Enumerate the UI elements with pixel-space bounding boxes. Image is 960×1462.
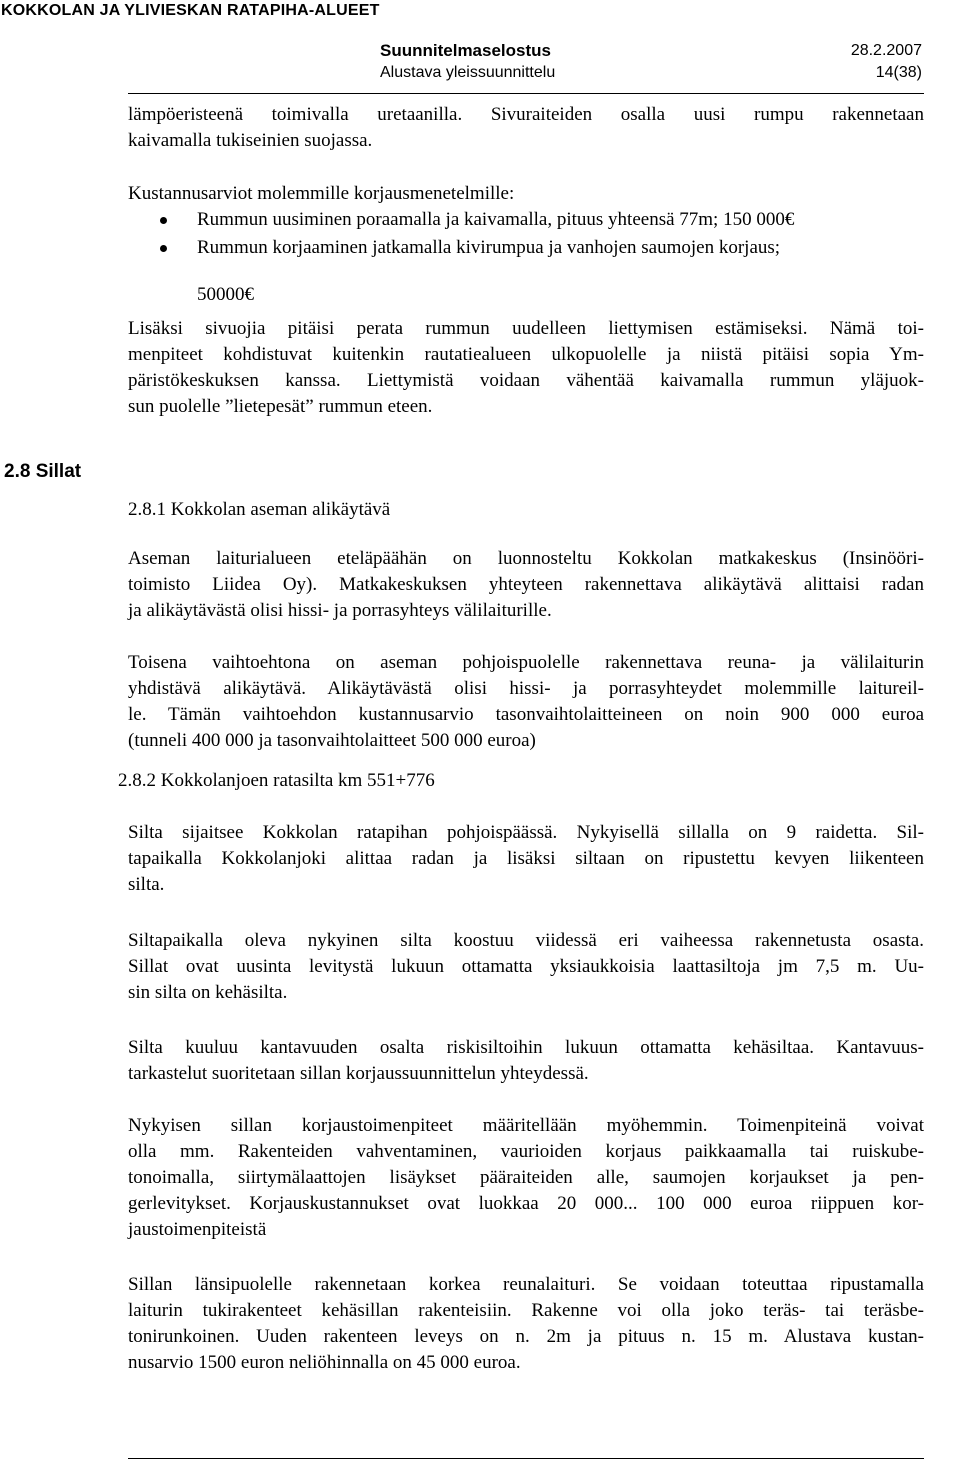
paragraph-silta-1: [128, 820, 924, 898]
text-line: (tunneli 400 000 ja tasonvaihtolaitteet 500 000 euroa): [128, 730, 536, 751]
text-line: Siltapaikalla oleva nykyinen silta koostuu viidessä eri vaiheessa rakennetusta osasta.: [128, 930, 924, 951]
text-line: Toisena vaihtoehtona on aseman pohjoispuolelle rakennettava reuna- ja välilaiturin: [128, 652, 924, 673]
text-line: Silta sijaitsee Kokkolan ratapihan pohjoispäässä. Nykyisellä sillalla on 9 raidetta. Sil-: [128, 822, 924, 843]
text-line: jaustoimenpiteistä: [128, 1219, 267, 1240]
text-line: päristökeskuksen kanssa. Liettymistä voidaan vähentää kaivamalla rummun yläjuok-: [128, 370, 924, 391]
cost-intro: Kustannusarviot molemmille korjausmenetelmille:: [128, 183, 515, 204]
text-line: tonirunkoinen. Uuden rakenteen leveys on n. 2m ja pituus n. 15 m. Alustava kustan-: [128, 1326, 924, 1347]
text-line: tarkastelut suoritetaan sillan korjaussuunnittelun yhteydessä.: [128, 1063, 589, 1084]
text-line: ja alikäytävästä olisi hissi- ja porrasyhteys välilaiturille.: [128, 600, 552, 621]
text-line: yhdistävä alikäytävä. Alikäytävästä olisi hissi- ja porrasyhteydet molemmille laitureil-: [128, 678, 924, 699]
paragraph-lisaksi: [128, 316, 924, 420]
text-line: silta.: [128, 874, 165, 895]
paragraph-silta-4: [128, 1113, 924, 1243]
text-line: Sillan länsipuolelle rakennetaan korkea reunalaituri. Se voidaan toteuttaa ripustamalla: [128, 1274, 924, 1295]
document-title: Suunnitelmaselostus: [380, 41, 551, 60]
header-rule: [128, 93, 924, 94]
text-line: Aseman laiturialueen eteläpäähän on luonnosteltu Kokkolan matkakeskus (Insinööri-: [128, 548, 924, 569]
text-line: Nykyisen sillan korjaustoimenpiteet määritellään myöhemmin. Toimenpiteinä voivat: [128, 1115, 924, 1136]
document-subtitle: Alustava yleissuunnittelu: [380, 64, 556, 81]
text-line: olla mm. Rakenteiden vahventaminen, vaurioiden korjaus paikkaamalla tai ruiskube-: [128, 1141, 924, 1162]
paragraph-silta-5: [128, 1272, 924, 1376]
text-line: nusarvio 1500 euron neliöhinnalla on 45 000 euroa.: [128, 1352, 521, 1373]
text-line: laiturin tukirakenteet kehäsillan rakenteisiin. Rakenne voi olla joko teräs- tai teräsbe-: [128, 1300, 924, 1321]
paragraph-silta-2: [128, 928, 924, 1006]
bullet-item-2: Rummun korjaaminen jatkamalla kivirumpua ja vanhojen saumojen korjaus;: [197, 237, 781, 258]
text-line: Lisäksi sivuojia pitäisi perata rummun uudelleen liettymisen estämiseksi. Nämä toi-: [128, 318, 924, 339]
text-line: Sillat ovat uusinta levitystä lukuun ottamatta yksiaukkoisia laattasiltoja jm 7,5 m. Uu-: [128, 956, 924, 977]
subsection-heading-2-8-1: 2.8.1 Kokkolan aseman alikäytävä: [128, 499, 391, 520]
subsection-heading-2-8-2: 2.8.2 Kokkolanjoen ratasilta km 551+776: [118, 770, 435, 791]
document-date: 28.2.2007: [850, 42, 922, 59]
paragraph-aseman: [128, 546, 924, 624]
text-line: toimisto Liidea Oy). Matkakeskuksen yhteyteen rakennettava alikäytävä alittaisi radan: [128, 574, 924, 595]
bullet-continuation: 50000€: [197, 284, 254, 305]
footer-rule: [128, 1458, 924, 1459]
text-line: menpiteet kohdistuvat kuitenkin rautatiealueen ulkopuolelle ja niistä pitäisi sopia Ym-: [128, 344, 924, 365]
text-line: sun puolelle ”lietepesät” rummun eteen.: [128, 396, 433, 417]
text-line: gerlevitykset. Korjauskustannukset ovat luokkaa 20 000... 100 000 euroa riippuen kor-: [128, 1193, 924, 1214]
text-line: lämpöeristeenä toimivalla uretaanilla. Sivuraiteiden osalla uusi rumpu rakennetaan: [128, 104, 924, 125]
text-line: sin silta on kehäsilta.: [128, 982, 288, 1003]
text-line: kaivamalla tukiseinien suojassa.: [128, 130, 373, 151]
bullet-dot: [160, 245, 167, 252]
organization-title: KOKKOLAN JA YLIVIESKAN RATAPIHA-ALUEET: [1, 2, 380, 19]
bullet-dot: [160, 217, 167, 224]
text-line: le. Tämän vaihtoehdon kustannusarvio tasonvaihtolaitteineen on noin 900 000 euroa: [128, 704, 924, 725]
text-line: Silta kuuluu kantavuuden osalta riskisiltoihin lukuun ottamatta kehäsiltaa. Kantavuus-: [128, 1037, 924, 1058]
section-heading-2-8: 2.8 Sillat: [4, 461, 82, 482]
paragraph-intro: [128, 102, 924, 154]
text-line: tapaikalla Kokkolanjoki alittaa radan ja lisäksi siltaan on ripustettu kevyen liikenteen: [128, 848, 924, 869]
page-number: 14(38): [875, 64, 922, 81]
text-line: tonoimalla, siirtymälaattojen lisäykset pääraiteiden alle, saumojen korjaukset ja pen-: [128, 1167, 924, 1188]
paragraph-silta-3: [128, 1035, 924, 1087]
paragraph-toisena: [128, 650, 924, 754]
bullet-item-1: Rummun uusiminen poraamalla ja kaivamalla, pituus yhteensä 77m; 150 000€: [197, 209, 795, 230]
